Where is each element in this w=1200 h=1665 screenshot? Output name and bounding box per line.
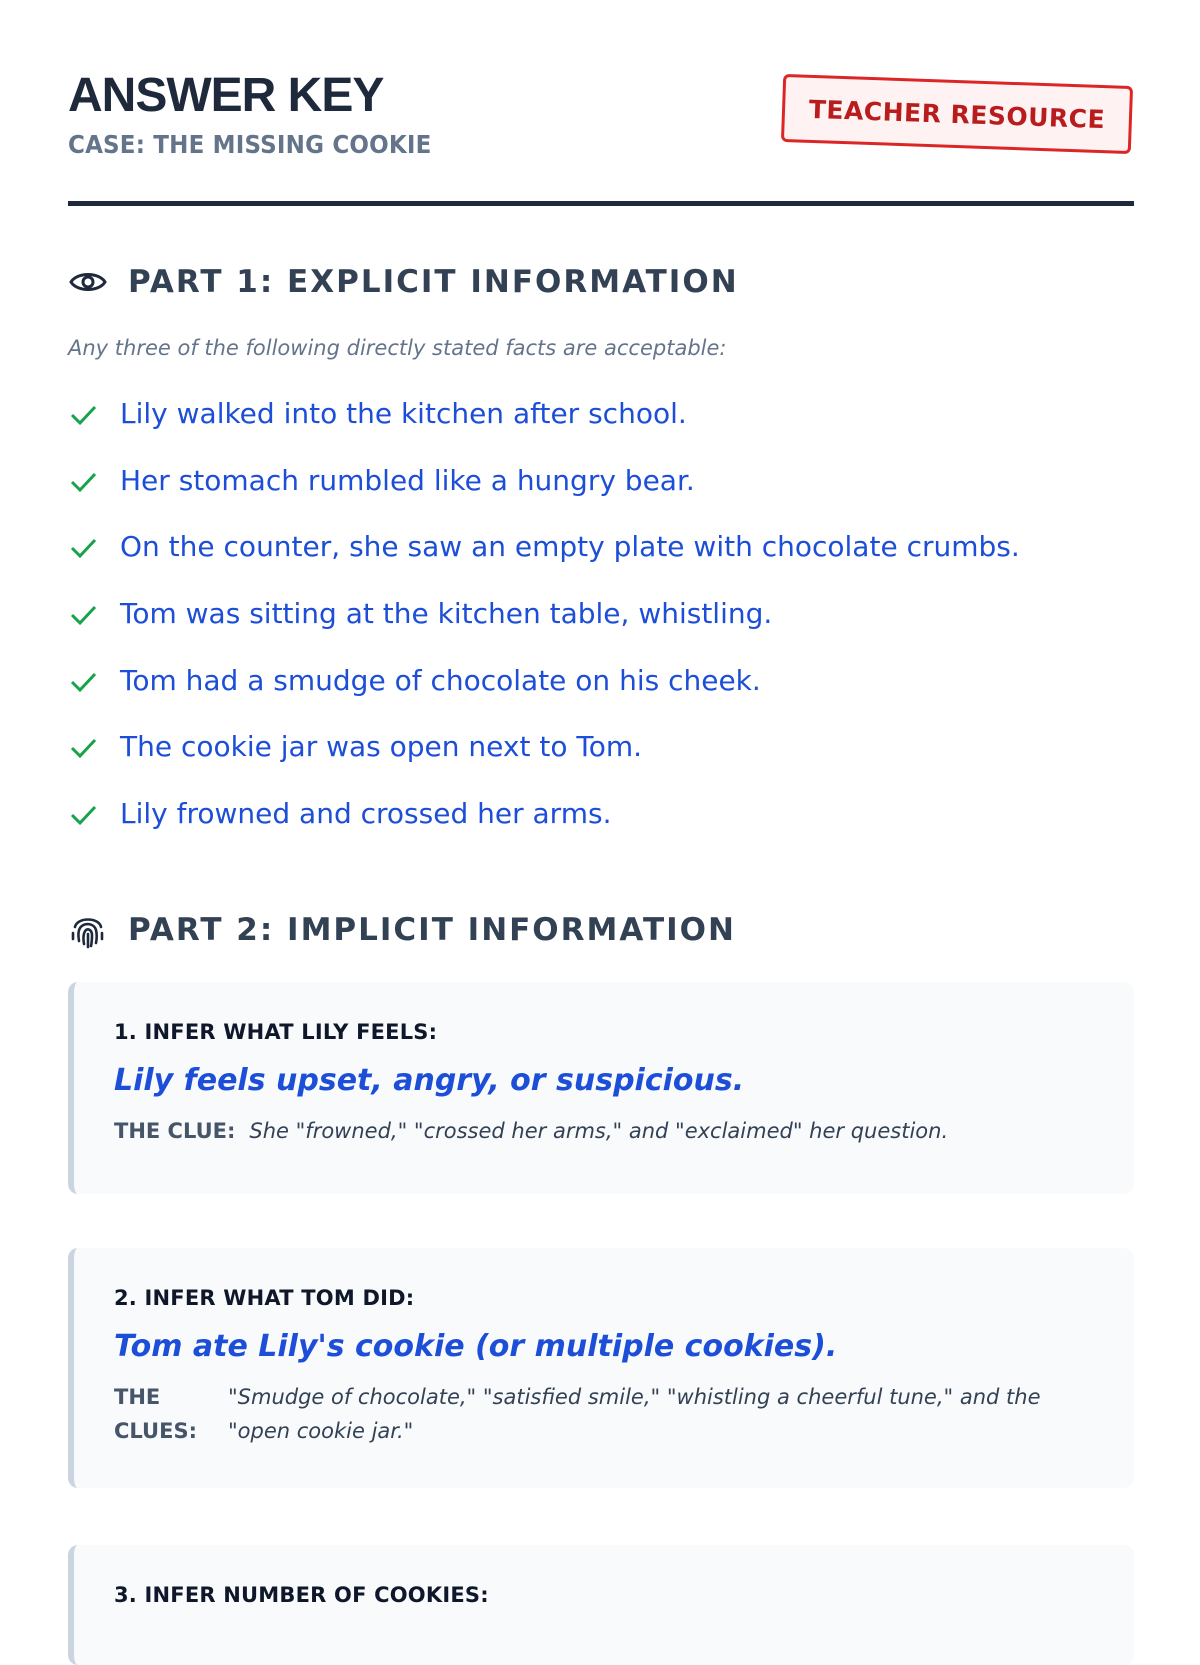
list-item	[68, 461, 1134, 528]
part1-note: Any three of the following directly stated facts are acceptable:	[68, 336, 727, 360]
clue-text: She "frowned," "crossed her arms," and "exclaimed" her question.	[249, 1119, 949, 1143]
list-item	[68, 594, 1134, 661]
explicit-facts-list	[68, 394, 1134, 861]
list-item	[68, 394, 1134, 461]
teacher-resource-stamp: TEACHER RESOURCE	[781, 74, 1133, 154]
checkmark-icon	[68, 467, 98, 497]
part2-heading-text: PART 2: IMPLICIT INFORMATION	[128, 912, 736, 948]
part1-heading	[68, 262, 739, 302]
checkmark-icon	[68, 667, 98, 697]
clue-label: THE CLUE:	[114, 1119, 236, 1143]
clue-row	[114, 1380, 1094, 1448]
inference-card	[68, 1545, 1134, 1665]
fact-text: Lily frowned and crossed her arms.	[120, 797, 612, 831]
clue-label: THE CLUES:	[114, 1385, 197, 1443]
checkmark-icon	[68, 400, 98, 430]
clue-row	[114, 1114, 1094, 1148]
clue-text: "Smudge of chocolate," "satisfied smile," "whistling a cheerful tune," and the "open cookie jar."	[228, 1385, 1041, 1443]
list-item	[68, 661, 1134, 728]
card-answer: Tom ate Lily's cookie (or multiple cookies).	[114, 1329, 838, 1364]
checkmark-icon	[68, 800, 98, 830]
fingerprint-icon	[68, 910, 108, 950]
fact-text: Her stomach rumbled like a hungry bear.	[120, 463, 695, 497]
card-label: 3. INFER NUMBER OF COOKIES:	[114, 1583, 489, 1607]
fact-text: Tom was sitting at the kitchen table, whistling.	[120, 597, 773, 631]
fact-text: Lily walked into the kitchen after school.	[120, 397, 687, 430]
page-title: ANSWER KEY	[68, 69, 384, 122]
card-label: 2. INFER WHAT TOM DID:	[114, 1286, 415, 1310]
list-item	[68, 527, 1134, 594]
card-answer: Lily feels upset, angry, or suspicious.	[114, 1063, 745, 1098]
fact-text: The cookie jar was open next to Tom.	[120, 730, 643, 764]
list-item	[68, 794, 1134, 861]
inference-card	[68, 982, 1134, 1194]
eye-icon	[68, 262, 108, 302]
header-divider	[68, 201, 1134, 206]
checkmark-icon	[68, 533, 98, 563]
checkmark-icon	[68, 600, 98, 630]
part2-heading	[68, 910, 736, 950]
card-label: 1. INFER WHAT LILY FEELS:	[114, 1020, 438, 1044]
checkmark-icon	[68, 733, 98, 763]
case-subtitle: CASE: THE MISSING COOKIE	[68, 130, 432, 159]
list-item	[68, 727, 1134, 794]
fact-text: On the counter, she saw an empty plate with chocolate crumbs.	[120, 530, 1020, 564]
inference-card	[68, 1248, 1134, 1488]
fact-text: Tom had a smudge of chocolate on his cheek.	[120, 663, 761, 697]
part1-heading-text: PART 1: EXPLICIT INFORMATION	[128, 264, 739, 300]
